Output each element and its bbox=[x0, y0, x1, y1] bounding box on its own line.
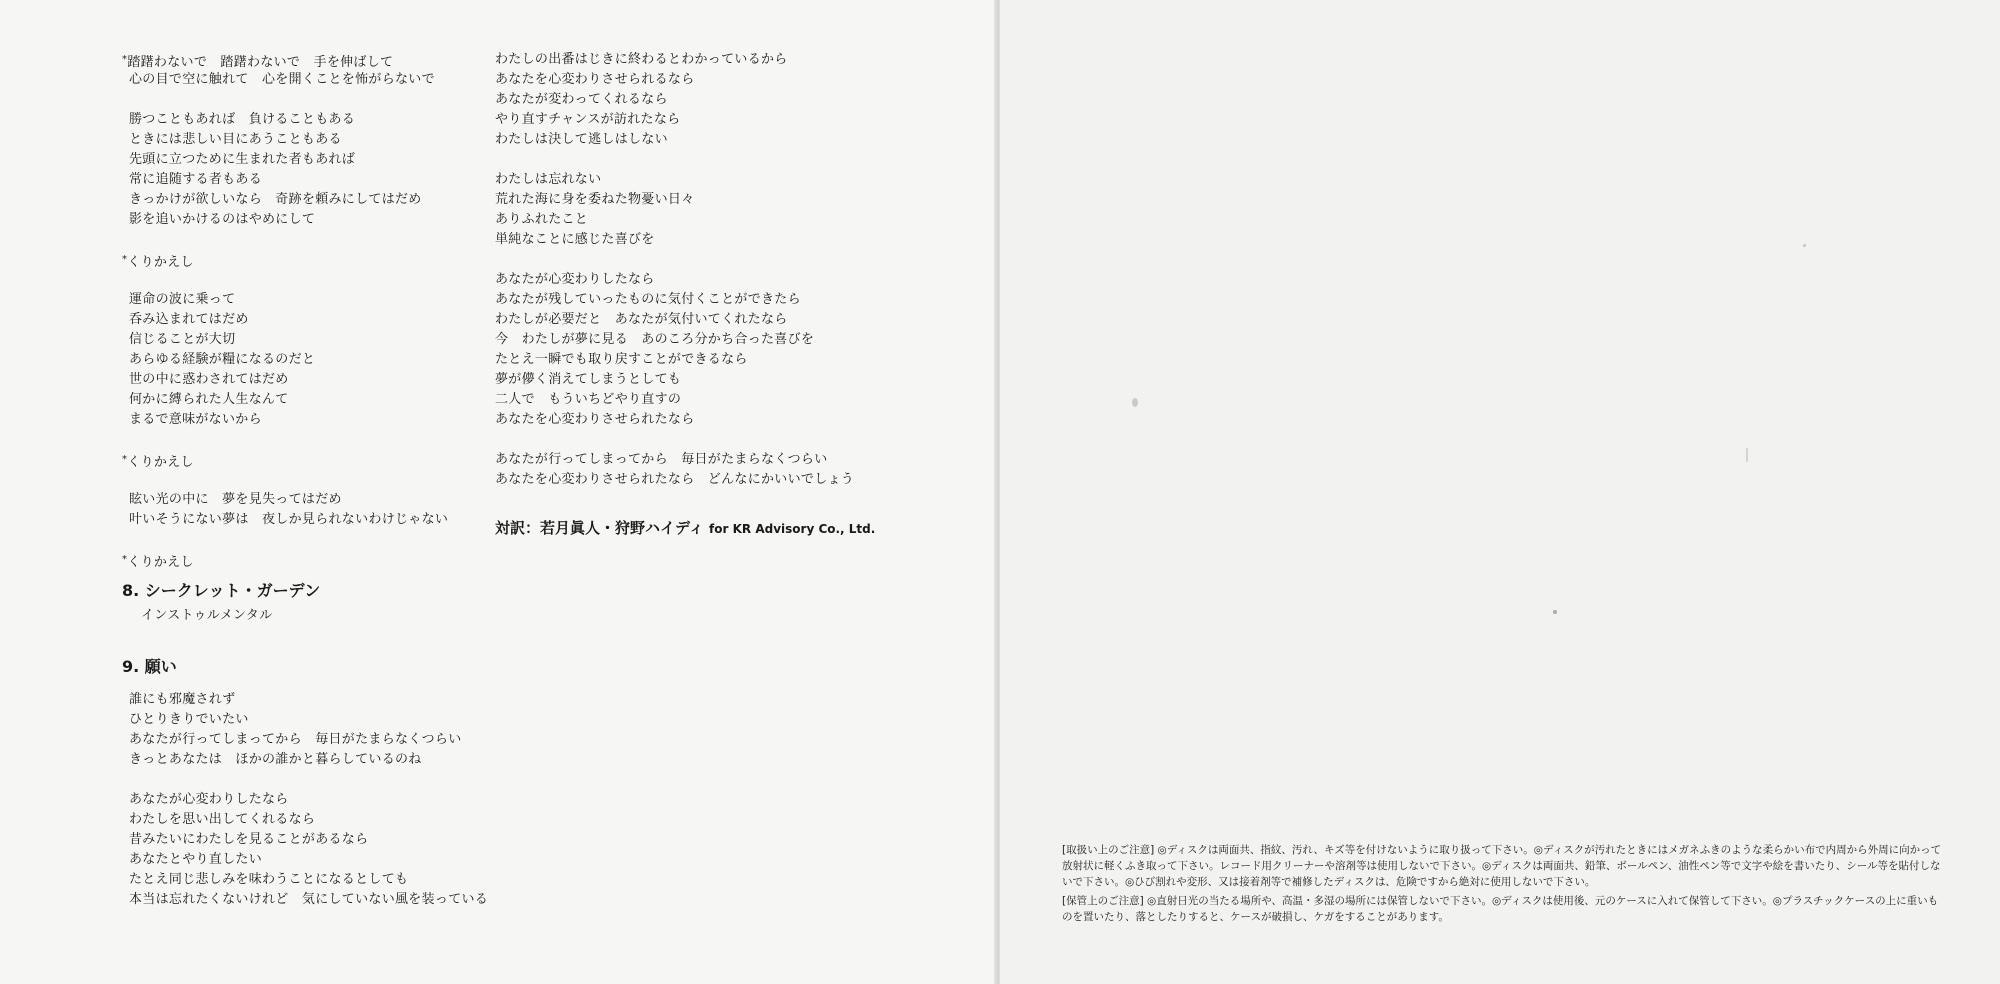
print-speck bbox=[1803, 244, 1806, 247]
song-subtitle: インストゥルメンタル bbox=[141, 608, 273, 623]
lyric-line: 呑み込まれてはだめ bbox=[129, 312, 249, 327]
lyrics-column-right bbox=[495, 50, 915, 541]
print-speck bbox=[1746, 448, 1748, 462]
lyric-line: *踏躇わないで 踏躇わないで 手を伸ばして bbox=[122, 54, 394, 70]
lyric-line: 誰にも邪魔されず bbox=[129, 692, 236, 707]
lyric-line: 勝つこともあれば 負けることもある bbox=[129, 112, 356, 127]
lyric-line: あなたが変わってくれるなら bbox=[495, 92, 668, 107]
lyric-line: あらゆる経験が糧になるのだと bbox=[129, 352, 316, 367]
lyric-line: あなたを心変わりさせられるなら bbox=[495, 72, 695, 87]
lyric-line: ひとりきりでいたい bbox=[129, 712, 249, 727]
handling-label: [取扱い上のご注意] bbox=[1062, 844, 1155, 856]
lyric-line: あなたを心変わりさせられたなら bbox=[495, 412, 695, 427]
handling-notice bbox=[1062, 842, 1942, 890]
lyric-line: あなたとやり直したい bbox=[129, 852, 263, 867]
lyric-line: わたしは決して逃しはしない bbox=[495, 132, 668, 147]
lyric-line: 影を追いかけるのはやめにして bbox=[129, 212, 316, 227]
lyric-line: 叶いそうにない夢は 夜しか見られないわけじゃない bbox=[129, 512, 449, 527]
lyric-line: 先頭に立つために生まれた者もあれば bbox=[129, 152, 356, 167]
disc-care-notes bbox=[1062, 842, 1942, 928]
lyric-line: あなたを心変わりさせられたなら どんなにかいいでしょう bbox=[495, 472, 855, 487]
lyric-line: 眩い光の中に 夢を見失ってはだめ bbox=[129, 492, 342, 507]
repeat-marker: *くりかえし bbox=[122, 554, 194, 570]
lyric-line: ときには悲しい目にあうこともある bbox=[129, 132, 342, 147]
lyric-line: たとえ同じ悲しみを味わうことになるとしても bbox=[129, 872, 409, 887]
print-speck bbox=[1553, 610, 1557, 614]
lyric-line: まるで意味がないから bbox=[129, 412, 262, 427]
lyric-line: 信じることが大切 bbox=[129, 332, 236, 347]
lyric-line: 常に追随する者もある bbox=[129, 172, 263, 187]
lyric-line: 心の目で空に触れて 心を開くことを怖がらないで bbox=[129, 72, 435, 87]
lyric-line: 夢が儚く消えてしまうとしても bbox=[495, 372, 682, 387]
storage-text: ◎直射日光の当たる場所や、高温・多湿の場所には保管しないで下さい。◎ディスクは使用後、元のケースに入れて保管して下さい。◎プラスチックケースの上に重いものを置いたり、落としたりすると、ケースが破損し、ケガをすることがあります。 bbox=[1062, 895, 1939, 923]
lyrics-page bbox=[0, 0, 996, 984]
credit-company: for KR Advisory Co., Ltd. bbox=[709, 522, 876, 536]
lyric-line: ありふれたこと bbox=[495, 212, 589, 227]
lyric-line: たとえ一瞬でも取り戻すことができるなら bbox=[495, 352, 748, 367]
lyric-line: わたしは忘れない bbox=[495, 172, 602, 187]
lyrics-column-left bbox=[122, 50, 502, 910]
lyric-line: 荒れた海に身を委ねた物憂い日々 bbox=[495, 192, 695, 207]
handling-text: ◎ディスクは両面共、指紋、汚れ、キズ等を付けないように取り扱って下さい。◎ディスクが汚れたときにはメガネふきのような柔らかい布で内周から外周に向かって放射状に軽くふき取って下さい。レコード用クリーナーや溶剤等は使用しないで下さい。◎ディスクは両面共、鉛筆、ボールペン、油性ペン等で文字や絵を書いたり、シール等を貼付しないで下さい。◎ひび割れや変形、又は接着剤等で補修したディスクは、危険ですから絶対に使用しないで下さい。 bbox=[1062, 844, 1942, 888]
storage-label: [保管上のご注意] bbox=[1062, 895, 1144, 907]
lyric-line: わたしを思い出してくれるなら bbox=[129, 812, 316, 827]
lyric-line: あなたが心変わりしたなら bbox=[495, 272, 655, 287]
lyric-line: きっかけが欲しいなら 奇跡を頼みにしてはだめ bbox=[129, 192, 422, 207]
song-title: 9. 願い bbox=[122, 657, 177, 676]
lyric-line: 今 わたしが夢に見る あのころ分かち合った喜びを bbox=[495, 332, 815, 347]
lyric-line: わたしの出番はじきに終わるとわかっているから bbox=[495, 52, 788, 67]
lyric-line: 何かに縛られた人生なんて bbox=[129, 392, 289, 407]
lyric-line: あなたが残していったものに気付くことができたら bbox=[495, 292, 801, 307]
lyric-line: きっとあなたは ほかの誰かと暮らしているのね bbox=[129, 752, 422, 767]
repeat-marker: *くりかえし bbox=[122, 254, 194, 270]
song-title: 8. シークレット・ガーデン bbox=[122, 581, 321, 600]
lyric-line: 昔みたいにわたしを見ることがあるなら bbox=[129, 832, 369, 847]
translation-credit bbox=[495, 516, 915, 541]
lyric-line: 運命の波に乗って bbox=[129, 292, 236, 307]
lyric-line: わたしが必要だと あなたが気付いてくれたなら bbox=[495, 312, 788, 327]
lyric-line: 本当は忘れたくないけれど 気にしていない風を装っている bbox=[129, 892, 489, 907]
lyric-line: あなたが心変わりしたなら bbox=[129, 792, 289, 807]
lyric-line: やり直すチャンスが訪れたなら bbox=[495, 112, 681, 127]
lyric-line: 単純なことに感じた喜びを bbox=[495, 232, 655, 247]
translator-names: 対訳：若月眞人・狩野ハイディ bbox=[495, 519, 704, 537]
storage-notice bbox=[1062, 893, 1942, 925]
lyric-line: あなたが行ってしまってから 毎日がたまらなくつらい bbox=[495, 452, 828, 467]
lyric-line: 世の中に惑わされてはだめ bbox=[129, 372, 289, 387]
repeat-marker: *くりかえし bbox=[122, 454, 194, 470]
lyric-line: 二人で もういちどやり直すの bbox=[495, 392, 682, 407]
back-page bbox=[1000, 0, 2000, 984]
lyric-line: あなたが行ってしまってから 毎日がたまらなくつらい bbox=[129, 732, 462, 747]
print-speck bbox=[1132, 398, 1138, 407]
